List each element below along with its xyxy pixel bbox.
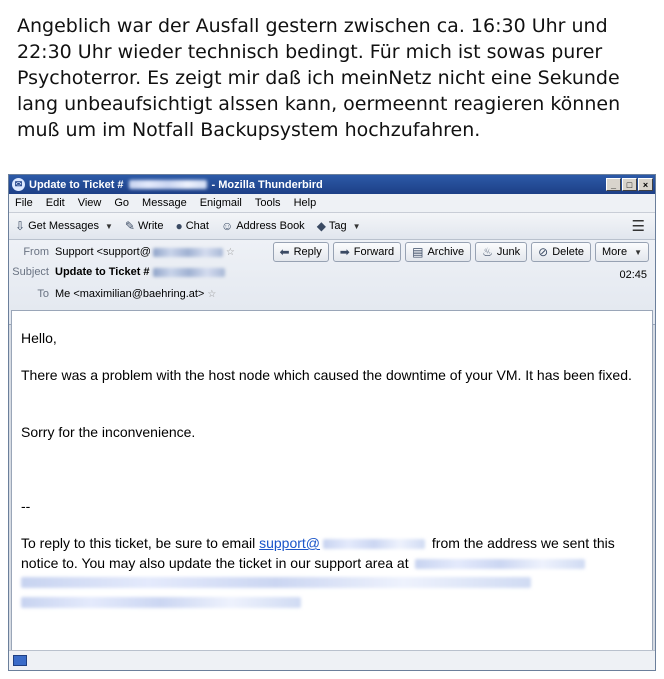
message-actions	[273, 242, 649, 262]
reply-text-a: To reply to this ticket, be sure to email	[21, 535, 260, 551]
more-button[interactable]	[595, 242, 649, 262]
window-title-suffix: - Mozilla Thunderbird	[211, 178, 323, 191]
online-status-icon[interactable]	[13, 655, 27, 666]
subject-label: Subject	[12, 266, 49, 278]
reply-label: Reply	[293, 246, 322, 258]
redacted-url-line-2	[21, 597, 301, 608]
archive-button[interactable]	[405, 242, 471, 262]
delete-button[interactable]	[531, 242, 591, 262]
from-row	[9, 246, 235, 258]
reply-arrow-icon: ⬅	[279, 245, 290, 259]
menu-enigmail[interactable]: Enigmail	[199, 197, 242, 209]
address-book-button[interactable]	[221, 220, 305, 232]
window-title	[29, 179, 323, 191]
archive-label: Archive	[427, 246, 465, 258]
subject-row	[9, 266, 225, 278]
star-icon[interactable]: ☆	[207, 288, 217, 300]
status-bar	[9, 650, 655, 670]
menu-go[interactable]: Go	[114, 197, 130, 209]
delete-label: Delete	[552, 246, 585, 258]
redacted-ticket-number	[153, 268, 225, 277]
junk-button[interactable]	[475, 242, 527, 262]
tag-icon: ◆	[316, 219, 326, 233]
address-book-label: Address Book	[236, 220, 305, 232]
menu-file[interactable]: File	[15, 197, 33, 209]
title-bar[interactable]	[9, 175, 655, 194]
app-menu-icon[interactable]: ☰	[631, 218, 645, 235]
message-time: 02:45	[619, 269, 647, 281]
star-icon[interactable]: ☆	[225, 246, 235, 258]
window-controls	[606, 178, 653, 191]
pencil-icon: ✎	[124, 219, 135, 233]
reply-button[interactable]	[273, 242, 329, 262]
window-title-prefix: Update to Ticket #	[29, 178, 124, 191]
menu-tools[interactable]: Tools	[254, 197, 281, 209]
get-messages-label: Get Messages	[28, 220, 99, 232]
write-label: Write	[137, 220, 164, 232]
support-email-link[interactable]: support@	[259, 535, 321, 551]
from-value[interactable]: Support <support@	[55, 246, 151, 258]
to-label: To	[37, 288, 49, 300]
redacted-url-line-1	[21, 577, 531, 588]
to-value[interactable]: Me <maximilian@baehring.at>	[55, 288, 205, 300]
tag-label: Tag	[328, 220, 347, 232]
thunderbird-window	[8, 174, 656, 671]
main-toolbar	[9, 213, 655, 240]
chat-button[interactable]	[175, 220, 209, 232]
chat-bubble-icon: ●	[175, 219, 183, 233]
forward-button[interactable]	[333, 242, 401, 262]
subject-value: Update to Ticket #	[55, 266, 150, 278]
menu-message[interactable]: Message	[142, 197, 187, 209]
signature-separator: --	[21, 498, 31, 514]
junk-label: Junk	[496, 246, 521, 258]
redacted-sender-domain	[153, 248, 223, 257]
chevron-down-icon[interactable]: ▼	[104, 221, 113, 231]
forward-arrow-icon: ➡	[339, 245, 350, 259]
body-line-2: Sorry for the inconvenience.	[21, 424, 196, 440]
greeting: Hello,	[21, 330, 57, 346]
person-icon: ☺	[220, 219, 234, 233]
forward-label: Forward	[353, 246, 395, 258]
chevron-down-icon: ▼	[352, 221, 361, 231]
close-button[interactable]: ×	[638, 178, 653, 191]
thunderbird-icon: ✉	[12, 178, 25, 191]
menu-help[interactable]: Help	[293, 197, 317, 209]
redacted-email-domain	[323, 539, 425, 549]
archive-box-icon: ▤	[412, 245, 424, 259]
write-button[interactable]	[125, 220, 164, 232]
message-body	[11, 310, 653, 652]
from-label: From	[23, 246, 49, 258]
caption-text: Angeblich war der Ausfall gestern zwischen ca. 16:30 Uhr und 22:30 Uhr wieder technisch bedingt. Für mich ist sowas purer Psychoterror. Es zeigt mir daß ich meinNetz nicht eine Sekunde lang unbeaufsichtigt alssen kann, oermeennt reagieren können muß um im Notfall Backupsystem hochzufahren.	[17, 15, 621, 141]
minimize-button[interactable]: _	[606, 178, 621, 191]
chat-label: Chat	[185, 220, 209, 232]
download-icon: ⇩	[15, 219, 26, 233]
more-label: More	[602, 246, 628, 258]
chevron-down-icon: ▼	[634, 247, 642, 257]
menu-bar	[9, 194, 655, 213]
prohibited-icon: ⊘	[538, 245, 549, 259]
menu-edit[interactable]: Edit	[45, 197, 65, 209]
tag-button[interactable]	[317, 220, 361, 232]
reply-instructions	[21, 533, 641, 573]
redacted-support-url[interactable]	[415, 559, 585, 569]
get-messages-button[interactable]	[15, 220, 113, 232]
menu-view[interactable]: View	[77, 197, 102, 209]
reply-text-b: from the address we sent this notice to. You may also update the ticket in our support area at	[21, 535, 615, 571]
maximize-button[interactable]: □	[622, 178, 637, 191]
flame-icon: ♨	[482, 245, 493, 259]
to-row	[9, 288, 216, 300]
redacted-ticket-number	[129, 180, 207, 189]
body-line-1: There was a problem with the host node which caused the downtime of your VM. It has been fixed.	[21, 367, 632, 383]
